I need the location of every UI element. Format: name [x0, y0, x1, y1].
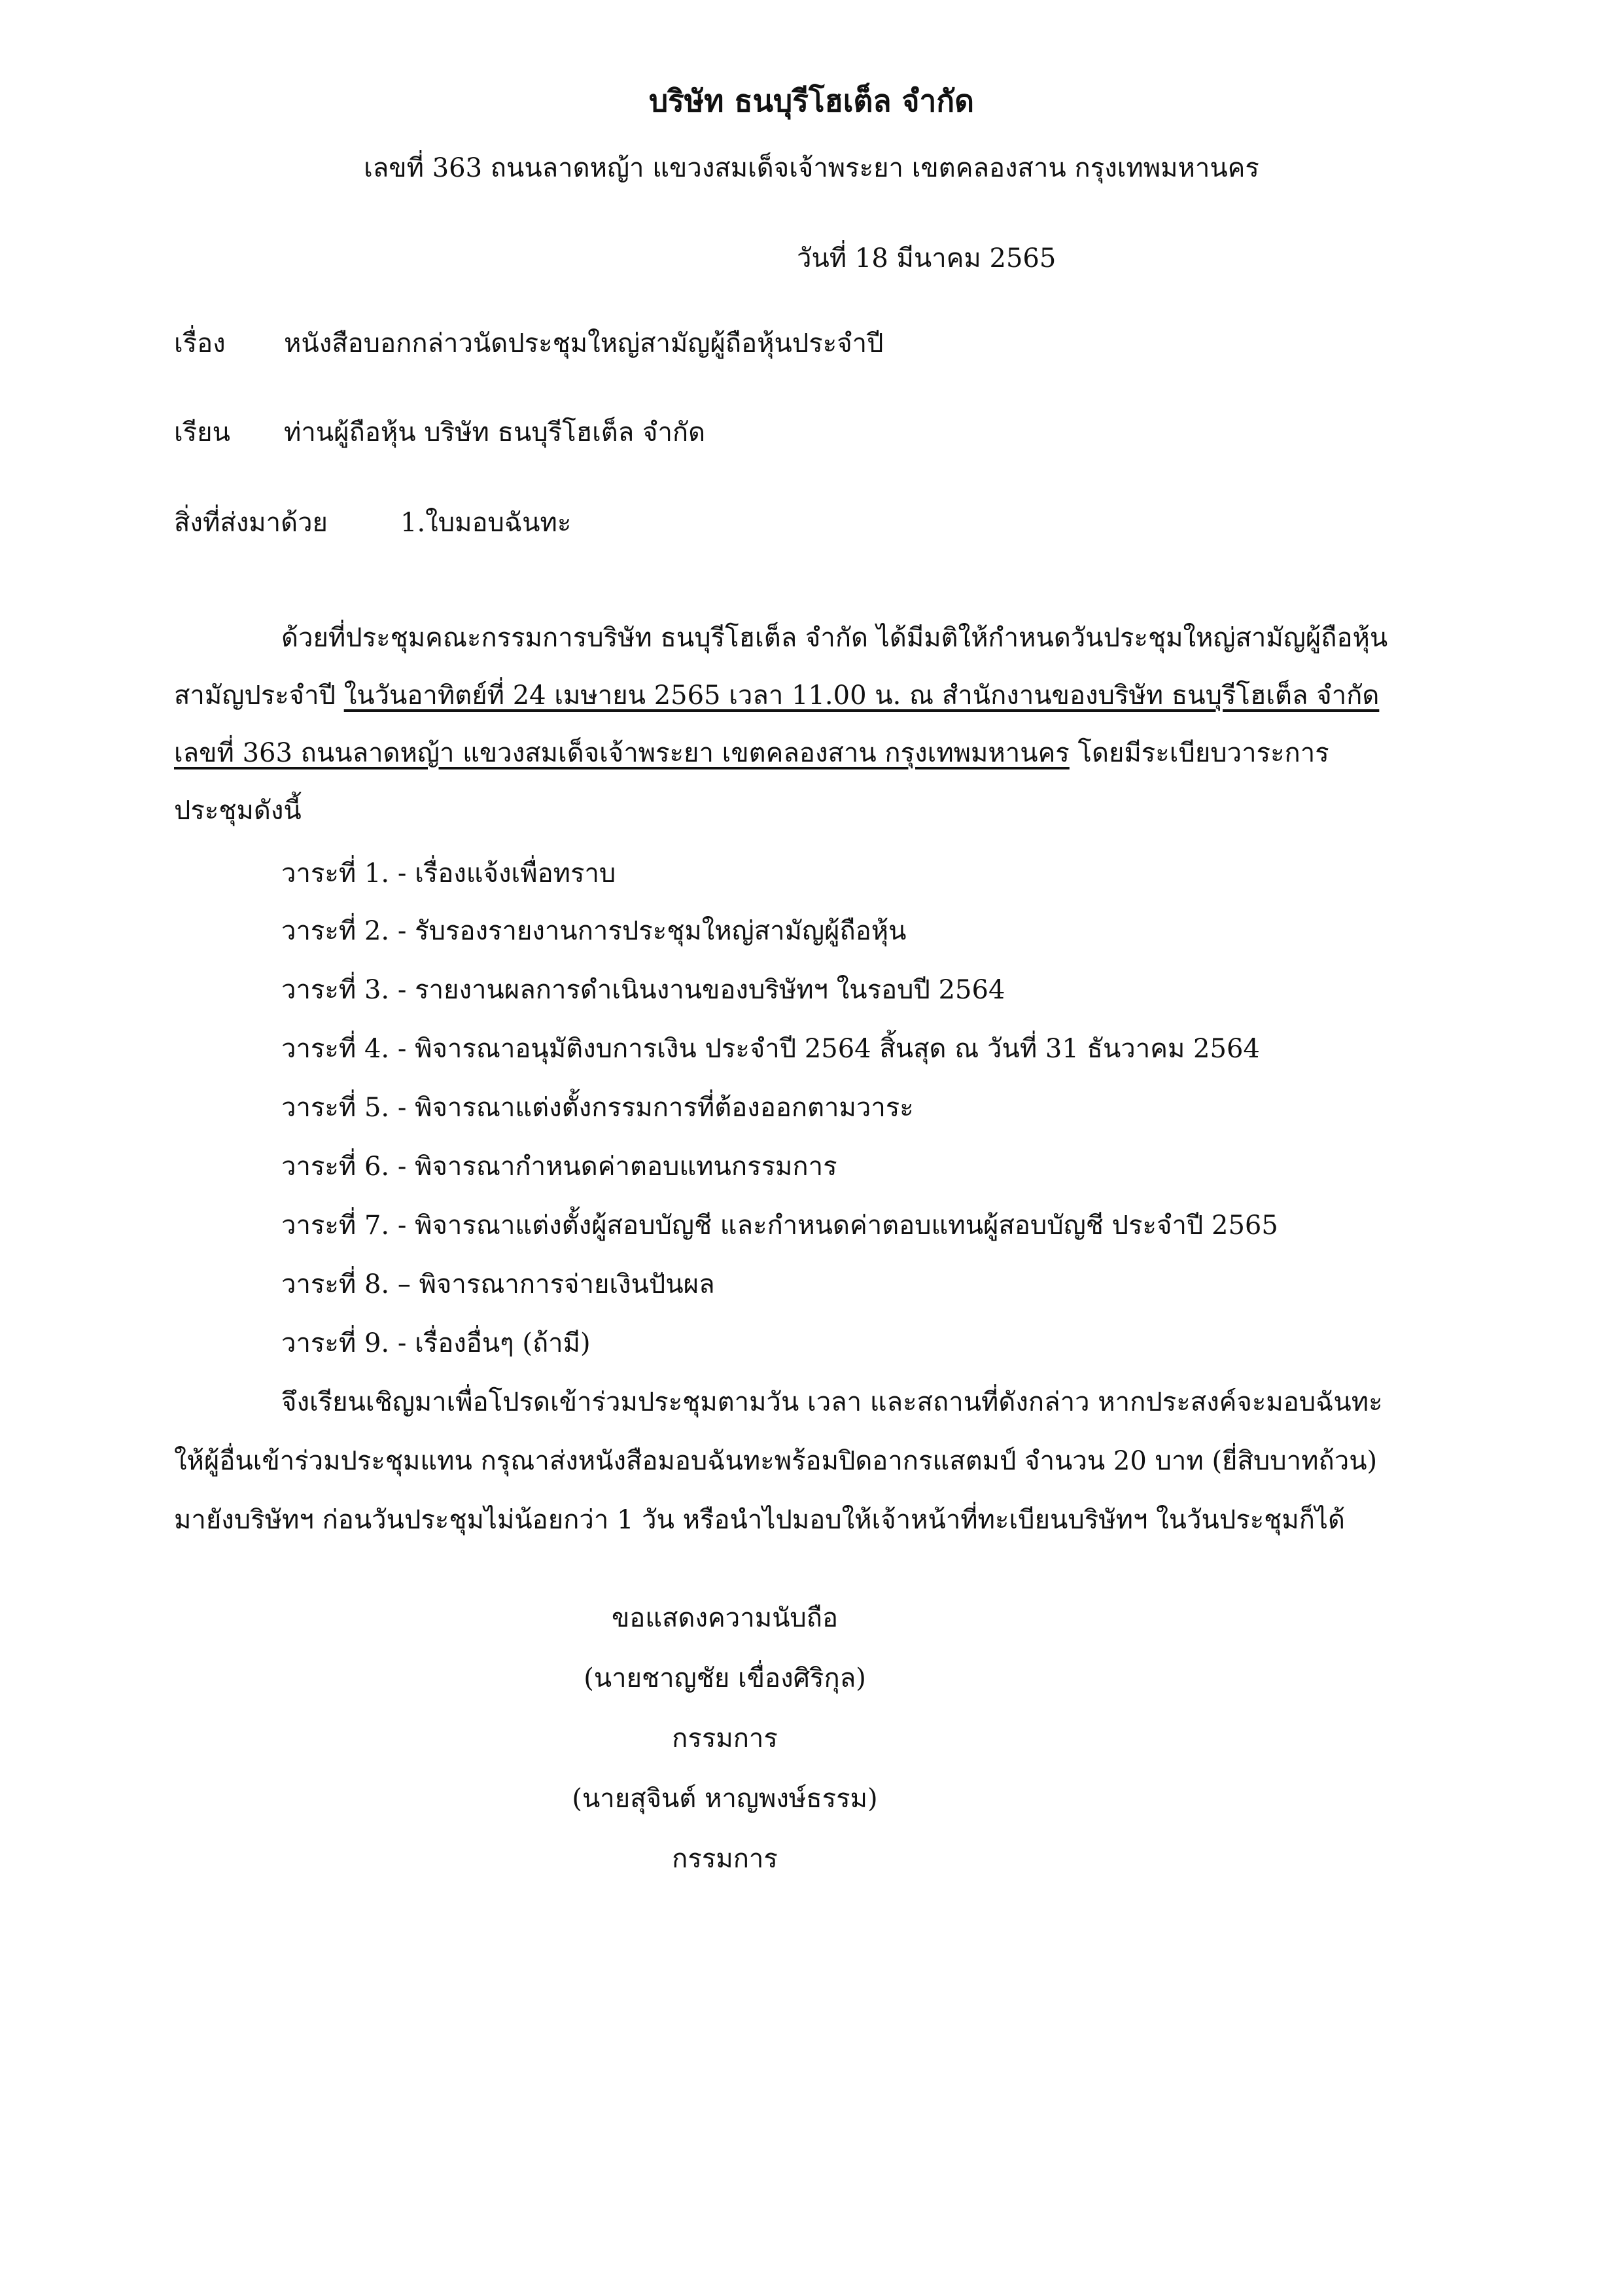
agenda-item-2: วาระที่ 2. - รับรองรายงานการประชุมใหญ่สามัญผู้ถือหุ้น — [281, 916, 907, 946]
body-line-2 — [174, 674, 1379, 716]
signer-1-title: กรรมการ — [672, 1723, 778, 1754]
agenda-item-1: วาระที่ 1. - เรื่องแจ้งเพื่อทราบ — [281, 858, 616, 889]
subject-text: หนังสือบอกกล่าวนัดประชุมใหญ่สามัญผู้ถือหุ้นประจำปี — [284, 328, 884, 359]
body-line-4: ประชุมดังนี้ — [174, 796, 302, 826]
agenda-item-9: วาระที่ 9. - เรื่องอื่นๆ (ถ้ามี) — [281, 1328, 591, 1358]
closing-line-3: มายังบริษัทฯ ก่อนวันประชุมไม่น้อยกว่า 1 วัน หรือนำไปมอบให้เจ้าหน้าที่ทะเบียนบริษัทฯ ในวันประชุมก็ได้ — [174, 1505, 1345, 1535]
company-address: เลขที่ 363 ถนนลาดหญ้า แขวงสมเด็จเจ้าพระยา เขตคลองสาน กรุงเทพมหานคร — [364, 153, 1259, 183]
agenda-item-4: วาระที่ 4. - พิจารณาอนุมัติงบการเงิน ประจำปี 2564 สิ้นสุด ณ วันที่ 31 ธันวาคม 2564 — [281, 1034, 1260, 1064]
closing-line-1: จึงเรียนเชิญมาเพื่อโปรดเข้าร่วมประชุมตามวัน เวลา และสถานที่ดังกล่าว หากประสงค์จะมอบฉันทะ — [281, 1387, 1383, 1417]
agenda-item-5: วาระที่ 5. - พิจารณาแต่งตั้งกรรมการที่ต้องออกตามวาระ — [281, 1093, 914, 1123]
signer-2-name: (นายสุจินต์ หาญพงษ์ธรรม) — [572, 1784, 878, 1814]
letter-date: วันที่ 18 มีนาคม 2565 — [797, 243, 1056, 274]
body-line-3-plain: โดยมีระเบียบวาระการ — [1069, 738, 1329, 768]
agenda-item-3: วาระที่ 3. - รายงานผลการดำเนินงานของบริษัทฯ ในรอบปี 2564 — [281, 975, 1005, 1005]
agenda-item-8: วาระที่ 8. – พิจารณาการจ่ายเงินปันผล — [281, 1269, 715, 1299]
subject-label: เรื่อง — [174, 328, 226, 359]
agenda-item-7: วาระที่ 7. - พิจารณาแต่งตั้งผู้สอบบัญชี และกำหนดค่าตอบแทนผู้สอบบัญชี ประจำปี 2565 — [281, 1210, 1278, 1241]
enclosure-label: สิ่งที่ส่งมาด้วย — [174, 508, 328, 538]
agenda-item-6: วาระที่ 6. - พิจารณากำหนดค่าตอบแทนกรรมการ — [281, 1152, 837, 1182]
enclosure-text: 1.ใบมอบฉันทะ — [400, 508, 572, 538]
closing-line-2: ให้ผู้อื่นเข้าร่วมประชุมแทน กรุณาส่งหนังสือมอบฉันทะพร้อมปิดอากรแสตมป์ จำนวน 20 บาท (ยี่สิบบาทถ้วน) — [174, 1446, 1378, 1476]
meeting-datetime-underlined: ในวันอาทิตย์ที่ 24 เมษายน 2565 เวลา 11.00 น. ณ สำนักงานของบริษัท ธนบุรีโฮเต็ล จำกัด — [343, 680, 1380, 711]
closing-regards: ขอแสดงความนับถือ — [611, 1603, 839, 1633]
recipient-text: ท่านผู้ถือหุ้น บริษัท ธนบุรีโฮเต็ล จำกัด — [284, 417, 706, 448]
signer-2-title: กรรมการ — [672, 1844, 778, 1874]
signer-1-name: (นายชาญชัย เขื่องศิริกุล) — [584, 1663, 866, 1693]
body-line-3 — [174, 732, 1329, 773]
company-name: บริษัท ธนบุรีโฮเต็ล จำกัด — [648, 83, 975, 118]
body-line-1: ด้วยที่ประชุมคณะกรรมการบริษัท ธนบุรีโฮเต็ล จำกัด ได้มีมติให้กำหนดวันประชุมใหญ่สามัญผู้ถือหุ้น — [281, 623, 1388, 653]
recipient-label: เรียน — [174, 417, 230, 448]
meeting-address-underlined: เลขที่ 363 ถนนลาดหญ้า แขวงสมเด็จเจ้าพระยา เขตคลองสาน กรุงเทพมหานคร — [174, 738, 1070, 768]
body-line-2-plain: สามัญประจำปี — [174, 680, 344, 711]
